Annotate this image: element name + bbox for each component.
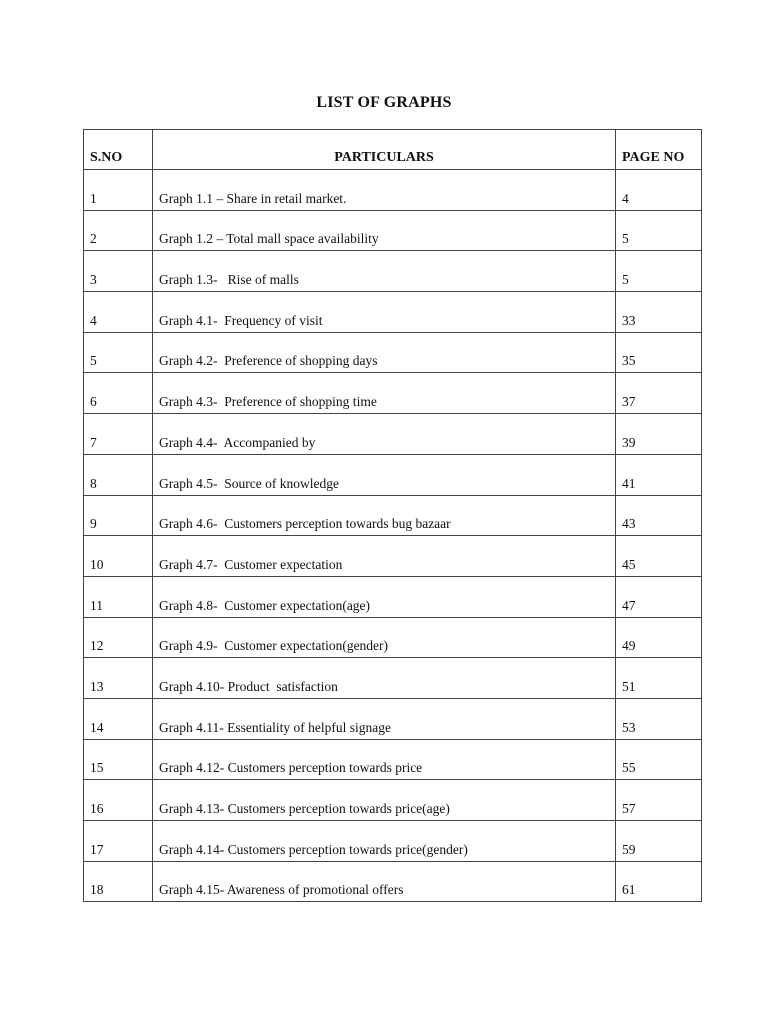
row-particulars-cell: Graph 1.2 – Total mall space availability [153,210,616,251]
row-page-no-cell: 5 [616,251,702,292]
row-sno-cell: 5 [84,332,153,373]
row-sno-cell: 16 [84,780,153,821]
table-row [84,536,702,577]
row-particulars-cell: Graph 1.3- Rise of malls [153,251,616,292]
row-particulars-cell: Graph 4.14- Customers perception towards price(gender) [153,821,616,862]
row-page-no-cell: 37 [616,373,702,414]
table-body [84,170,702,902]
row-page-no-cell: 35 [616,332,702,373]
row-particulars-cell: Graph 4.7- Customer expectation [153,536,616,577]
row-sno-cell: 15 [84,739,153,780]
list-of-graphs-table [83,129,702,902]
table-row [84,739,702,780]
row-page-no-cell: 61 [616,861,702,902]
row-page-no-cell: 41 [616,454,702,495]
row-sno-cell: 12 [84,617,153,658]
row-page-no-cell: 59 [616,821,702,862]
row-particulars-cell: Graph 4.2- Preference of shopping days [153,332,616,373]
row-particulars-cell: Graph 4.5- Source of knowledge [153,454,616,495]
row-sno-cell: 9 [84,495,153,536]
row-particulars-cell: Graph 4.3- Preference of shopping time [153,373,616,414]
row-particulars-cell: Graph 4.6- Customers perception towards bug bazaar [153,495,616,536]
column-header-particulars: PARTICULARS [153,130,616,170]
table-row [84,332,702,373]
row-page-no-cell: 47 [616,576,702,617]
row-page-no-cell: 45 [616,536,702,577]
row-sno-cell: 17 [84,821,153,862]
row-particulars-cell: Graph 4.1- Frequency of visit [153,292,616,333]
table-row [84,454,702,495]
row-page-no-cell: 4 [616,170,702,211]
row-sno-cell: 10 [84,536,153,577]
table-row [84,210,702,251]
table-row [84,576,702,617]
row-sno-cell: 13 [84,658,153,699]
table-row [84,373,702,414]
row-page-no-cell: 53 [616,698,702,739]
row-sno-cell: 14 [84,698,153,739]
row-sno-cell: 11 [84,576,153,617]
row-page-no-cell: 33 [616,292,702,333]
table-row [84,698,702,739]
table-row [84,821,702,862]
row-sno-cell: 3 [84,251,153,292]
table-header-row [84,130,702,170]
table-row [84,861,702,902]
row-sno-cell: 18 [84,861,153,902]
column-header-page-no: PAGE NO [616,130,702,170]
page-title: LIST OF GRAPHS [316,94,452,111]
table-row [84,495,702,536]
row-particulars-cell: Graph 4.10- Product satisfaction [153,658,616,699]
row-sno-cell: 7 [84,414,153,455]
row-page-no-cell: 49 [616,617,702,658]
row-particulars-cell: Graph 4.11- Essentiality of helpful signage [153,698,616,739]
table-row [84,414,702,455]
row-sno-cell: 4 [84,292,153,333]
row-sno-cell: 2 [84,210,153,251]
row-particulars-cell: Graph 4.8- Customer expectation(age) [153,576,616,617]
column-header-sno: S.NO [84,130,153,170]
row-sno-cell: 6 [84,373,153,414]
table-row [84,780,702,821]
row-particulars-cell: Graph 1.1 – Share in retail market. [153,170,616,211]
row-page-no-cell: 43 [616,495,702,536]
row-particulars-cell: Graph 4.12- Customers perception towards price [153,739,616,780]
row-particulars-cell: Graph 4.13- Customers perception towards price(age) [153,780,616,821]
row-particulars-cell: Graph 4.15- Awareness of promotional offers [153,861,616,902]
row-page-no-cell: 57 [616,780,702,821]
table-row [84,617,702,658]
table-row [84,251,702,292]
row-page-no-cell: 55 [616,739,702,780]
row-particulars-cell: Graph 4.9- Customer expectation(gender) [153,617,616,658]
row-page-no-cell: 5 [616,210,702,251]
row-page-no-cell: 51 [616,658,702,699]
table-row [84,658,702,699]
row-page-no-cell: 39 [616,414,702,455]
row-particulars-cell: Graph 4.4- Accompanied by [153,414,616,455]
table-row [84,170,702,211]
row-sno-cell: 1 [84,170,153,211]
row-sno-cell: 8 [84,454,153,495]
table-row [84,292,702,333]
